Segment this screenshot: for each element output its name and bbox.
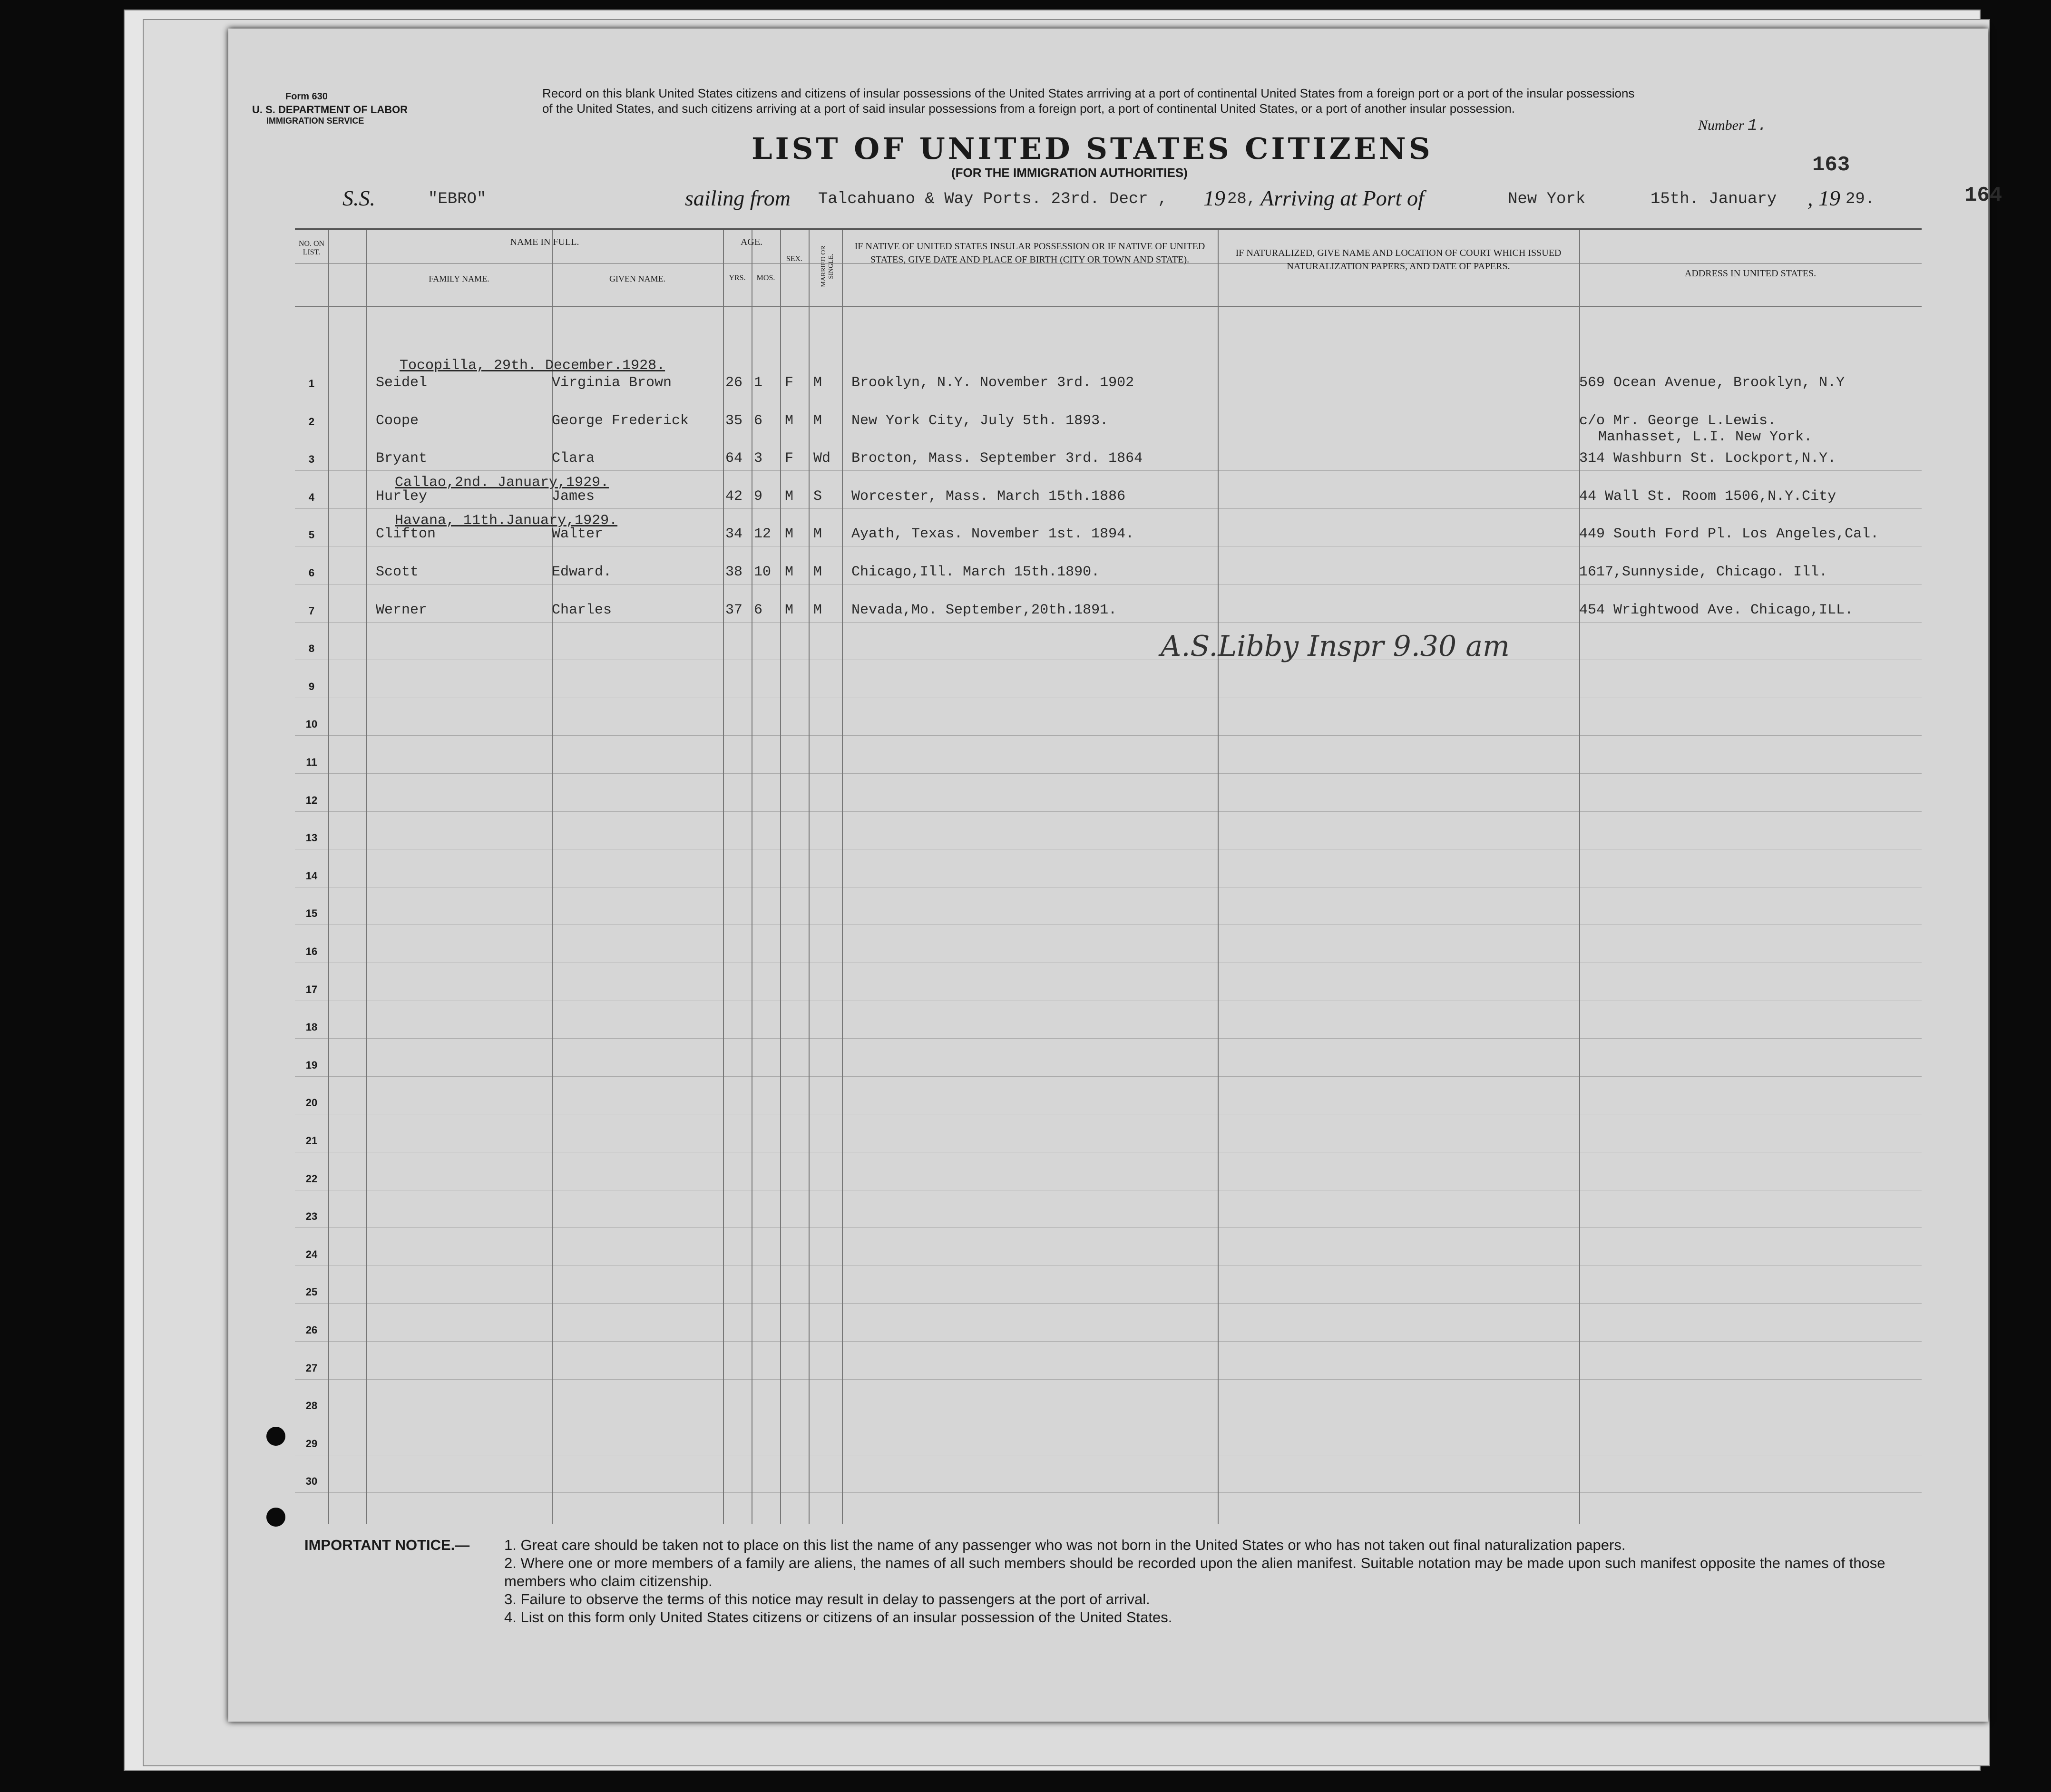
row-number: 23 — [305, 1210, 318, 1223]
row-rule — [295, 1303, 1922, 1304]
row-number: 11 — [306, 756, 317, 768]
row-number: 9 — [308, 680, 315, 692]
given-name: George Frederick — [552, 412, 689, 429]
us-address-line-2: Manhasset, L.I. New York. — [1598, 429, 1813, 445]
us-address: 314 Washburn St. Lockport,N.Y. — [1579, 450, 1836, 467]
family-name: Scott — [376, 564, 419, 580]
row-rule — [295, 1492, 1922, 1493]
manifest-page — [228, 29, 2002, 1722]
col-divider-sex — [780, 230, 781, 1524]
notice-item-2: 2. Where one or more members of a family are aliens, the names of all such members should be recorded upon the alien manifest. Suitable notation may be made upon such manifest opposite the names of those members who claim citizenship. — [504, 1555, 1885, 1589]
marital-status: M — [813, 526, 822, 543]
age-months: 12 — [754, 526, 772, 543]
list-number — [1698, 117, 1767, 135]
row-rule — [295, 811, 1922, 812]
row-number: 22 — [305, 1172, 318, 1185]
departure-port: Talcahuano & Way Ports. 23rd. Decr , — [818, 190, 1168, 208]
department-label: U. S. DEPARTMENT OF LABOR — [252, 104, 408, 116]
hdr-name: NAME IN FULL. — [510, 237, 579, 247]
age-years: 37 — [725, 602, 743, 618]
row-number: 19 — [305, 1059, 318, 1071]
row-number: 13 — [305, 832, 318, 844]
hdr-yrs: YRS. — [729, 274, 746, 282]
ss-label: S.S. — [342, 186, 375, 210]
page-title: LIST OF UNITED STATES CITIZENS — [752, 131, 1433, 166]
hdr-sex: SEX. — [786, 255, 803, 263]
age-months: 10 — [754, 564, 772, 580]
age-years: 35 — [725, 412, 743, 429]
given-name: Edward. — [552, 564, 612, 580]
row-number: 3 — [308, 453, 315, 466]
family-name: Hurley — [376, 488, 428, 505]
us-address: c/o Mr. George L.Lewis. — [1579, 412, 1777, 429]
year-prefix-2: , 19 — [1807, 186, 1840, 210]
row-number: 1 — [308, 378, 315, 390]
passenger-table — [295, 228, 1922, 1524]
row-number: 7 — [308, 604, 315, 617]
row-rule — [295, 773, 1922, 774]
family-name: Bryant — [376, 450, 428, 467]
row-number: 29 — [305, 1437, 318, 1450]
us-address: 569 Ocean Avenue, Brooklyn, N.Y — [1579, 375, 1845, 391]
family-name: Clifton — [376, 526, 436, 543]
arriving-label: Arriving at Port of — [1260, 186, 1424, 210]
hdr-married: MARRIED OR SINGLE. — [820, 245, 835, 287]
row-number: 30 — [305, 1475, 318, 1488]
hdr-naturalized: IF NATURALIZED, GIVE NAME AND LOCATION OF COURT WHICH ISSUED NATURALIZATION PAPERS, AND DATE OF PAPERS. — [1235, 248, 1562, 272]
row-rule — [295, 1038, 1922, 1039]
us-address: 1617,Sunnyside, Chicago. Ill. — [1579, 564, 1828, 580]
row-rule — [295, 735, 1922, 736]
birth-place-date: Brooklyn, N.Y. November 3rd. 1902 — [851, 375, 1134, 391]
port-note-havana: Havana, 11th.January,1929. — [395, 513, 618, 529]
sailing-label: sailing from — [685, 186, 791, 210]
hdr-age: AGE. — [740, 237, 763, 247]
sex: F — [785, 450, 794, 467]
binder-hole — [266, 1427, 285, 1446]
row-number: 20 — [305, 1097, 318, 1109]
port-note-callao: Callao,2nd. January,1929. — [395, 475, 609, 491]
hdr-mos: MOS. — [756, 274, 775, 282]
family-name: Coope — [376, 412, 419, 429]
row-number: 24 — [305, 1248, 318, 1260]
age-months: 6 — [754, 412, 763, 429]
number-value: 1. — [1748, 117, 1767, 135]
given-name: Virginia Brown — [552, 375, 672, 391]
port-note-tocopilla: Tocopilla, 29th. December.1928. — [400, 358, 665, 374]
row-number: 12 — [305, 794, 318, 806]
row-rule — [295, 470, 1922, 471]
voyage-line — [342, 185, 1960, 214]
col-divider-married — [809, 230, 810, 1524]
sex: M — [785, 488, 794, 505]
notice-item-4: 4. List on this form only United States citizens or citizens of an insular possession of the United States. — [504, 1609, 1172, 1626]
sex: M — [785, 526, 794, 543]
important-notice — [304, 1536, 1922, 1626]
row-rule — [295, 508, 1922, 509]
hdr-no: NO. ON LIST. — [298, 240, 325, 256]
year-prefix-1: 19 — [1203, 186, 1225, 210]
row-rule — [295, 1379, 1922, 1380]
age-years: 34 — [725, 526, 743, 543]
row-number: 4 — [308, 491, 315, 503]
form-number: Form 630 — [285, 91, 328, 102]
us-address: 44 Wall St. Room 1506,N.Y.City — [1579, 488, 1836, 505]
arrival-port: New York — [1508, 190, 1586, 208]
sex: M — [785, 412, 794, 429]
row-number: 8 — [308, 643, 315, 655]
page-subtitle: (FOR THE IMMIGRATION AUTHORITIES) — [951, 166, 1188, 180]
row-rule — [295, 1227, 1922, 1228]
row-number: 27 — [305, 1362, 318, 1374]
page-number-164: 164 — [1964, 184, 2002, 207]
age-years: 26 — [725, 375, 743, 391]
marital-status: M — [813, 412, 822, 429]
hdr-given: GIVEN NAME. — [609, 274, 665, 283]
page-number-163: 163 — [1812, 153, 1850, 177]
family-name: Werner — [376, 602, 428, 618]
family-name: Seidel — [376, 375, 428, 391]
row-rule — [295, 1341, 1922, 1342]
marital-status: M — [813, 375, 822, 391]
age-years: 42 — [725, 488, 743, 505]
col-divider-naturalized — [1218, 230, 1219, 1524]
row-number: 14 — [305, 869, 318, 882]
us-address: 449 South Ford Pl. Los Angeles,Cal. — [1579, 526, 1879, 543]
age-years: 64 — [725, 450, 743, 467]
service-label: IMMIGRATION SERVICE — [266, 116, 364, 126]
col-divider-no — [328, 230, 329, 1524]
birth-place-date: Chicago,Ill. March 15th.1890. — [851, 564, 1100, 580]
notice-item-3: 3. Failure to observe the terms of this notice may result in delay to passengers at the port of arrival. — [504, 1591, 1150, 1607]
col-divider-native — [842, 230, 843, 1524]
header-rule — [295, 306, 1922, 307]
given-name: James — [552, 488, 595, 505]
birth-place-date: Brocton, Mass. September 3rd. 1864 — [851, 450, 1143, 467]
given-name: Walter — [552, 526, 604, 543]
inspector-signature: A.S.Libby Inspr 9.30 am — [1161, 630, 1510, 663]
row-number: 6 — [308, 567, 315, 579]
age-years: 38 — [725, 564, 743, 580]
row-number: 26 — [305, 1324, 318, 1336]
birth-place-date: Nevada,Mo. September,20th.1891. — [851, 602, 1117, 618]
row-number: 18 — [305, 1021, 318, 1033]
sex: F — [785, 375, 794, 391]
hdr-native: IF NATIVE OF UNITED STATES INSULAR POSSESSION OR IF NATIVE OF UNITED STATES, GIVE DATE AND PLACE OF BIRTH (CITY OR TOWN AND STATE). — [854, 241, 1205, 265]
age-months: 1 — [754, 375, 763, 391]
form-instructions: Record on this blank United States citizens and citizens of insular possessions of the United States arrriving at a port of continental United States from a foreign port or a port of the insular possessions of the United States, and such citizens arriving at a port of said insular possessions from a foreign port, a port of continental United States, or a port of another insular possession. — [542, 86, 1635, 116]
col-divider-yrs — [723, 230, 724, 1524]
notice-label: IMPORTANT NOTICE.— — [304, 1537, 470, 1553]
hdr-family: FAMILY NAME. — [429, 274, 489, 283]
row-number: 28 — [305, 1400, 318, 1412]
ship-name: "EBRO" — [428, 190, 487, 208]
us-address: 454 Wrightwood Ave. Chicago,ILL. — [1579, 602, 1854, 618]
birth-place-date: Worcester, Mass. March 15th.1886 — [851, 488, 1126, 505]
marital-status: Wd — [813, 450, 831, 467]
col-divider-family — [366, 230, 367, 1524]
notice-item-1: 1. Great care should be taken not to place on this list the name of any passenger who was not born in the United States or who has not taken out final naturalization papers. — [504, 1537, 1626, 1553]
row-number: 16 — [305, 945, 318, 957]
sex: M — [785, 602, 794, 618]
row-number: 5 — [308, 529, 315, 541]
given-name: Clara — [552, 450, 595, 467]
age-months: 3 — [754, 450, 763, 467]
row-rule — [295, 1076, 1922, 1077]
row-number: 17 — [305, 983, 318, 995]
sex: M — [785, 564, 794, 580]
age-months: 9 — [754, 488, 763, 505]
row-number: 2 — [308, 415, 315, 428]
birth-place-date: Ayath, Texas. November 1st. 1894. — [851, 526, 1134, 543]
marital-status: M — [813, 602, 822, 618]
row-rule — [295, 622, 1922, 623]
year-2: 29. — [1846, 190, 1875, 208]
given-name: Charles — [552, 602, 612, 618]
row-number: 15 — [305, 907, 318, 920]
row-number: 25 — [305, 1286, 318, 1298]
marital-status: S — [813, 488, 822, 505]
marital-status: M — [813, 564, 822, 580]
binder-hole — [266, 1508, 285, 1527]
arrival-date: 15th. January — [1651, 190, 1777, 208]
hdr-address: ADDRESS IN UNITED STATES. — [1684, 268, 1817, 279]
row-number: 21 — [305, 1135, 318, 1147]
row-number: 10 — [305, 718, 318, 730]
year-1: 28, — [1227, 190, 1257, 208]
number-label: Number — [1698, 117, 1744, 133]
age-months: 6 — [754, 602, 763, 618]
birth-place-date: New York City, July 5th. 1893. — [851, 412, 1109, 429]
